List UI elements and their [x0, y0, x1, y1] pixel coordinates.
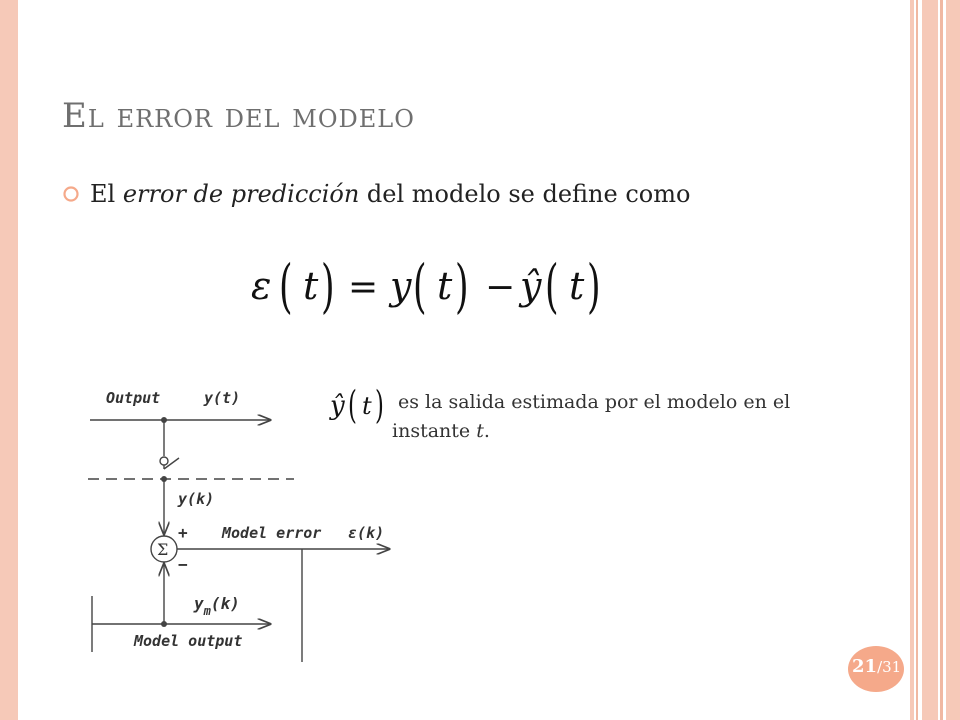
diagram-output-label: Output — [106, 389, 161, 407]
diagram-model-error-label: Model error — [222, 524, 322, 542]
diagram-y-t-label: y(t) — [204, 389, 241, 407]
bullet-item — [62, 180, 690, 208]
model-error-diagram — [84, 378, 414, 668]
yhat-lparen: ( — [348, 384, 357, 428]
formula-t-1: t — [303, 264, 319, 308]
diagram-minus-sign: − — [178, 555, 188, 574]
diagram-model-output-label: Model output — [134, 632, 243, 650]
description-text — [392, 388, 912, 446]
formula-lparen-3: ( — [545, 253, 559, 321]
formula-rparen-2: ) — [455, 253, 469, 321]
yhat-rparen: ) — [375, 384, 384, 428]
formula-t-3: t — [569, 264, 585, 308]
page-number — [852, 656, 901, 677]
diagram-y-k-label: y(k) — [178, 490, 215, 508]
slide-title: El error del modelo — [62, 96, 415, 136]
bullet-suffix: del modelo se define como — [366, 180, 691, 208]
right-frame-border — [910, 0, 960, 720]
yhat-symbol: ŷ — [330, 391, 345, 421]
formula-minus: − — [485, 267, 516, 308]
description-line-2-suffix: . — [483, 420, 490, 442]
bullet-prefix: El — [90, 180, 116, 208]
diagram-sigma-symbol: Σ — [157, 540, 169, 559]
yhat-t: t — [362, 392, 372, 420]
formula-yhat: ŷ — [520, 264, 542, 308]
formula-equals: = — [348, 267, 379, 308]
circle-bullet-icon — [62, 185, 80, 203]
prediction-error-formula — [245, 245, 625, 325]
page-total: /31 — [877, 658, 902, 676]
formula-rparen-3: ) — [587, 253, 601, 321]
diagram-plus-sign: + — [178, 523, 188, 542]
left-frame-border — [0, 0, 18, 720]
formula-lparen-1: ( — [279, 253, 293, 321]
formula-lparen-2: ( — [413, 253, 427, 321]
page-current: 21 — [852, 656, 878, 677]
bullet-text — [90, 180, 690, 208]
formula-epsilon: ε — [251, 264, 272, 308]
diagram-epsilon-k-label: ε(k) — [348, 524, 385, 542]
description-line-2-var: t — [476, 420, 484, 442]
formula-rparen-1: ) — [321, 253, 335, 321]
bullet-emphasis: error de predicción — [122, 180, 360, 208]
diagram-y-m-label: $y_m(k)$ — [194, 594, 240, 618]
description-line-2 — [392, 417, 912, 446]
formula-y: y — [390, 264, 412, 308]
description-line-1: es la salida estimada por el modelo en el — [398, 391, 791, 413]
description-line-2-prefix: instante — [392, 420, 471, 442]
formula-t-2: t — [437, 264, 453, 308]
